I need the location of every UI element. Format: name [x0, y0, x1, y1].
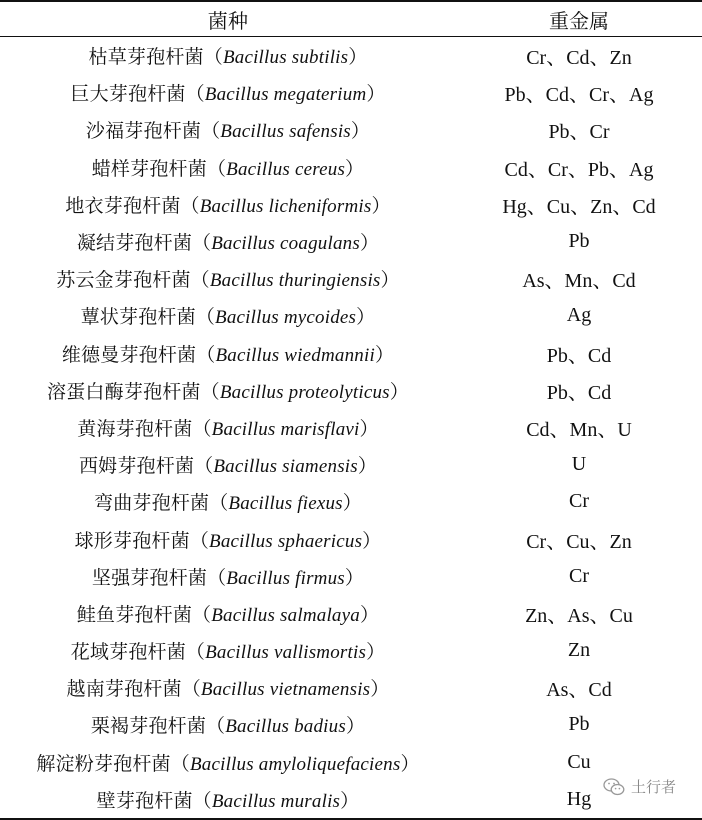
header-metals: 重金属	[549, 8, 609, 33]
table-row	[0, 372, 702, 409]
species-chinese-name: 凝结芽孢杆菌	[76, 232, 193, 255]
species-latin-name: Bacillus coagulans	[211, 233, 360, 255]
species-chinese-name: 苏云金芽孢杆菌	[56, 269, 191, 292]
close-paren: ）	[366, 642, 386, 664]
watermark	[599, 774, 680, 799]
heavy-metals-cell: Pb、Cd、Cr、Ag	[504, 84, 654, 107]
close-paren: ）	[356, 307, 376, 329]
close-paren: ）	[374, 344, 395, 366]
species-latin-name: Bacillus thuringiensis	[209, 270, 381, 292]
species-cell	[0, 265, 456, 292]
close-paren: ）	[371, 195, 391, 217]
heavy-metals-cell: Cr	[569, 564, 589, 587]
species-latin-name: Bacillus sphaericus	[209, 530, 363, 552]
table-row	[0, 260, 702, 297]
close-paren: ）	[344, 567, 365, 589]
table-row	[0, 781, 702, 818]
species-latin-name: Bacillus safensis	[220, 121, 351, 143]
species-cell	[0, 154, 456, 181]
open-paren: （	[192, 418, 212, 440]
heavy-metals-cell: U	[571, 453, 587, 476]
close-paren: ）	[389, 381, 409, 403]
close-paren: ）	[362, 530, 382, 552]
species-cell	[0, 414, 456, 441]
species-latin-name: Bacillus wiedmannii	[215, 344, 375, 366]
heavy-metals-cell: Cd、Mn、U	[526, 418, 632, 441]
close-paren: ）	[359, 233, 380, 255]
heavy-metals-cell: As、Cd	[546, 679, 612, 702]
open-paren: （	[185, 84, 205, 106]
heavy-metals-cell: Cr	[569, 490, 589, 513]
species-cell	[0, 600, 456, 627]
heavy-metals-cell: Hg	[566, 787, 592, 810]
species-chinese-name: 溶蛋白酶芽孢杆菌	[47, 380, 201, 403]
species-cell	[0, 749, 456, 776]
species-latin-name: Bacillus firmus	[226, 567, 345, 589]
species-cell	[0, 711, 456, 738]
species-cell	[0, 116, 456, 143]
heavy-metals-cell: Pb、Cd	[546, 344, 612, 367]
table-row	[0, 558, 702, 595]
species-latin-name: Bacillus cereus	[226, 158, 346, 180]
open-paren: （	[207, 567, 227, 589]
watermark-text: 土行者	[630, 778, 676, 796]
species-latin-name: Bacillus vietnamensis	[200, 679, 371, 701]
species-latin-name: Bacillus megaterium	[204, 84, 367, 106]
species-cell	[0, 377, 456, 404]
open-paren: （	[195, 307, 216, 329]
close-paren: ）	[359, 418, 379, 440]
species-chinese-name: 蕈状芽孢杆菌	[80, 306, 196, 329]
open-paren: （	[181, 679, 201, 701]
open-paren: （	[203, 47, 223, 69]
species-cell	[0, 637, 456, 664]
close-paren: ）	[380, 270, 400, 292]
heavy-metals-cell: Cr、Cd、Zn	[526, 47, 632, 70]
species-latin-name: Bacillus vallismortis	[205, 642, 367, 664]
species-chinese-name: 维德曼芽孢杆菌	[61, 343, 197, 366]
open-paren: （	[192, 233, 212, 255]
species-latin-name: Bacillus marisflavi	[211, 418, 360, 440]
species-cell	[0, 451, 456, 478]
heavy-metals-cell: Zn、As、Cu	[525, 604, 633, 627]
open-paren: （	[209, 493, 229, 515]
species-chinese-name: 解淀粉芽孢杆菌	[36, 752, 171, 775]
species-chinese-name: 沙福芽孢杆菌	[85, 120, 202, 143]
table-row	[0, 632, 702, 669]
table-row	[0, 446, 702, 483]
close-paren: ）	[359, 604, 380, 626]
open-paren: （	[190, 270, 210, 292]
heavy-metals-cell: Cu	[567, 750, 591, 773]
species-latin-name: Bacillus salmalaya	[211, 604, 360, 626]
heavy-metals-cell: As、Mn、Cd	[522, 270, 636, 293]
heavy-metals-cell: Zn	[567, 639, 591, 662]
heavy-metals-cell: Pb	[568, 230, 590, 253]
table-row	[0, 111, 702, 148]
species-cell	[0, 786, 456, 813]
species-latin-name: Bacillus muralis	[211, 790, 341, 812]
table-row	[0, 37, 702, 74]
open-paren: （	[196, 344, 216, 366]
species-cell	[0, 228, 456, 255]
species-chinese-name: 黄海芽孢杆菌	[77, 417, 193, 440]
species-cell	[0, 526, 456, 553]
table-row	[0, 706, 702, 743]
table-row	[0, 74, 702, 111]
open-paren: （	[201, 121, 221, 143]
species-cell	[0, 340, 456, 367]
species-chinese-name: 栗褐芽孢杆菌	[90, 715, 207, 738]
table-row	[0, 149, 702, 186]
species-chinese-name: 壁芽孢杆菌	[96, 789, 193, 812]
open-paren: （	[200, 381, 220, 403]
close-paren: ）	[366, 84, 386, 106]
open-paren: （	[189, 530, 210, 552]
species-chinese-name: 蜡样芽孢杆菌	[91, 157, 207, 180]
species-latin-name: Bacillus proteolyticus	[219, 381, 390, 403]
table-header-row	[0, 2, 702, 37]
close-paren: ）	[370, 679, 390, 701]
table-row	[0, 520, 702, 557]
table-row	[0, 483, 702, 520]
open-paren: （	[170, 753, 190, 775]
table-row	[0, 744, 702, 781]
species-cell	[0, 42, 456, 69]
species-chinese-name: 巨大芽孢杆菌	[70, 83, 186, 106]
species-latin-name: Bacillus subtilis	[222, 47, 349, 69]
close-paren: ）	[345, 158, 365, 180]
species-cell	[0, 674, 456, 701]
close-paren: ）	[345, 716, 366, 738]
table-body	[0, 37, 702, 818]
heavy-metals-cell: Pb	[568, 713, 590, 736]
heavy-metals-cell: Hg、Cu、Zn、Cd	[502, 195, 656, 218]
table-row	[0, 595, 702, 632]
table-row	[0, 297, 702, 334]
species-chinese-name: 花域芽孢杆菌	[70, 641, 186, 664]
close-paren: ）	[350, 121, 371, 143]
species-chinese-name: 弯曲芽孢杆菌	[94, 492, 210, 515]
species-cell	[0, 302, 456, 329]
species-latin-name: Bacillus badius	[225, 716, 346, 738]
open-paren: （	[185, 642, 206, 664]
species-latin-name: Bacillus siamensis	[213, 456, 358, 478]
species-cell	[0, 191, 456, 218]
species-chinese-name: 西姆芽孢杆菌	[78, 455, 195, 478]
open-paren: （	[180, 195, 200, 217]
heavy-metals-cell: Cr、Cu、Zn	[526, 530, 632, 553]
open-paren: （	[194, 456, 214, 478]
close-paren: ）	[357, 456, 378, 478]
species-latin-name: Bacillus amyloliquefaciens	[189, 753, 401, 775]
close-paren: ）	[348, 47, 368, 69]
wechat-icon	[603, 778, 625, 796]
species-chinese-name: 枯草芽孢杆菌	[88, 46, 204, 69]
species-chinese-name: 地衣芽孢杆菌	[65, 194, 181, 217]
species-chinese-name: 鲑鱼芽孢杆菌	[76, 603, 193, 626]
open-paren: （	[206, 158, 227, 180]
species-latin-name: Bacillus mycoides	[215, 307, 357, 329]
table-row	[0, 409, 702, 446]
species-chinese-name: 越南芽孢杆菌	[66, 678, 182, 701]
table-row	[0, 223, 702, 260]
species-cell	[0, 488, 456, 515]
open-paren: （	[192, 604, 212, 626]
open-paren: （	[206, 716, 226, 738]
open-paren: （	[192, 790, 212, 812]
species-chinese-name: 球形芽孢杆菌	[74, 529, 190, 552]
heavy-metals-cell: Pb、Cr	[548, 121, 610, 144]
species-chinese-name: 坚强芽孢杆菌	[91, 566, 208, 589]
table-row	[0, 335, 702, 372]
species-latin-name: Bacillus licheniformis	[199, 195, 372, 217]
species-latin-name: Bacillus fiexus	[228, 493, 343, 515]
close-paren: ）	[342, 493, 362, 515]
table-row	[0, 186, 702, 223]
close-paren: ）	[400, 753, 420, 775]
species-cell	[0, 563, 456, 590]
table-row	[0, 669, 702, 706]
heavy-metals-cell: Ag	[566, 304, 592, 327]
close-paren: ）	[340, 790, 360, 812]
header-species: 菌种	[207, 8, 249, 33]
heavy-metals-cell: Cd、Cr、Pb、Ag	[504, 158, 654, 181]
heavy-metals-cell: Pb、Cd	[546, 381, 612, 404]
species-cell	[0, 79, 456, 106]
